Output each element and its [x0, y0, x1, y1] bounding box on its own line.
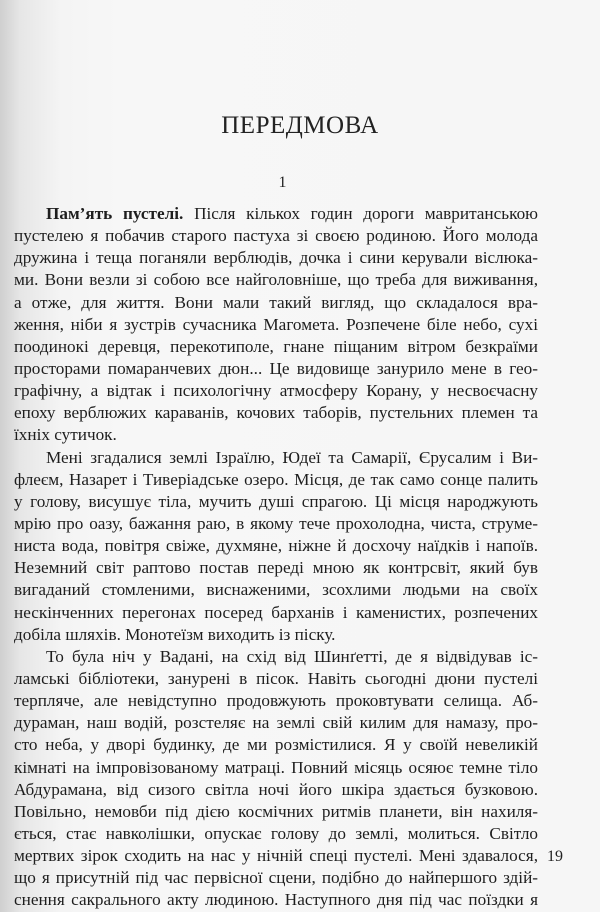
- text-line: То була ніч у Вадані, на схід від Шинґетті, де я відвідував іс-: [46, 646, 538, 666]
- text-line: мрію про оазу, бажання раю, в якому тече прохолодна, чиста, струме-: [14, 513, 538, 533]
- text-line: пустелею я побачив старого пастуха зі своєю родиною. Його молода: [14, 226, 538, 246]
- text-line: мертвих зірок сходить на нас у нічній спеці пустелі. Мені здавалося,: [14, 846, 538, 866]
- text-line: ження, ніби я зустрів сучасника Магомета. Розпечене біле небо, сухі: [14, 314, 538, 334]
- text-line: ми. Вони везли зі собою все найголовніше, що треба для виживання,: [14, 270, 538, 290]
- text-line: сто неба, у дворі будинку, де ми розмістилися. Я у своїй невеликій: [14, 735, 538, 755]
- body-text: [14, 203, 538, 912]
- text-span: Після кількох годин дороги мавританською: [183, 204, 539, 223]
- text-line: графічну, а відтак і психологічну атмосферу Корану, у несвоєчасну: [14, 381, 538, 401]
- text-line: терпляче, але невідступно продовжують проковтувати селища. Аб-: [14, 691, 538, 711]
- text-line: дружина і теща поганяли верблюдів, дочка і сини керували віслюка-: [14, 248, 538, 268]
- text-line: дураман, наш водій, розстеляє на землі свій килим для намазу, про-: [14, 713, 538, 733]
- text-line: добіла шляхів. Монотеїзм виходить із піску.: [14, 624, 336, 644]
- text-line: ламські бібліотеки, занурені в пісок. Навіть сьогодні дюни пустелі: [14, 668, 538, 688]
- text-line: ниста вода, повітря свіже, духмяне, ніжне й досхочу наїдків і напоїв.: [14, 536, 538, 556]
- text-line: ється, стає навколішки, опускає голову до землі, молиться. Світло: [14, 823, 538, 843]
- text-line: їхніх сутичок.: [14, 425, 117, 445]
- text-line: Неземний світ раптово постав переді мною як контрсвіт, який був: [14, 558, 538, 578]
- text-line: поодинокі деревця, перекотиполе, гнане піщаним вітром безкраїми: [14, 336, 538, 356]
- text-line: що я присутній під час первісної сцени, подібно до найпершого здій-: [14, 868, 538, 888]
- section-number: 1: [278, 174, 287, 191]
- text-line: [14, 203, 538, 225]
- page-number: 19: [547, 848, 563, 865]
- text-line: Мені згадалися землі Ізраїлю, Юдеї та Самарії, Єрусалим і Ви-: [46, 447, 538, 467]
- text-line: кімнаті на імпровізованому матраці. Повний місяць осяює темне тіло: [14, 757, 538, 777]
- text-line: у голову, висушує тіла, мучить душі спрагою. Ці місця народжують: [14, 491, 538, 511]
- chapter-title: ПЕРЕДМОВА: [221, 112, 379, 139]
- paragraph-3: [14, 646, 538, 912]
- paragraph-2: [14, 447, 538, 646]
- text-line: нескінченних перегонах посеред барханів і каменистих, розпечених: [14, 602, 538, 622]
- text-line: Абдурамана, від сизого світла ночі його шкіра здається бузковою.: [14, 779, 538, 799]
- text-line: епоху верблюжих караванів, кочових таборів, пустельних племен та: [14, 403, 538, 423]
- text-line: Повільно, немовби під дією космічних ритмів планети, він нахиля-: [14, 801, 538, 821]
- text-line: снення сакрального акту людиною. Наступного дня під час поїздки я: [14, 890, 538, 910]
- text-line: вигаданий стомленими, виснаженими, зсохлими людьми на своїх: [14, 580, 538, 600]
- text-line: флеєм, Назарет і Тиверіадське озеро. Місця, де так само сонце палить: [14, 469, 538, 489]
- text-line: просторами помаранчевих дюн... Це видовище занурило мене в гео-: [14, 358, 538, 378]
- paragraph-1: [14, 203, 538, 447]
- text-line: а отже, для життя. Вони мали такий вигляд, що складалося вра-: [14, 292, 538, 312]
- paragraph-lead-heading: Пам’ять пустелі.: [46, 204, 184, 223]
